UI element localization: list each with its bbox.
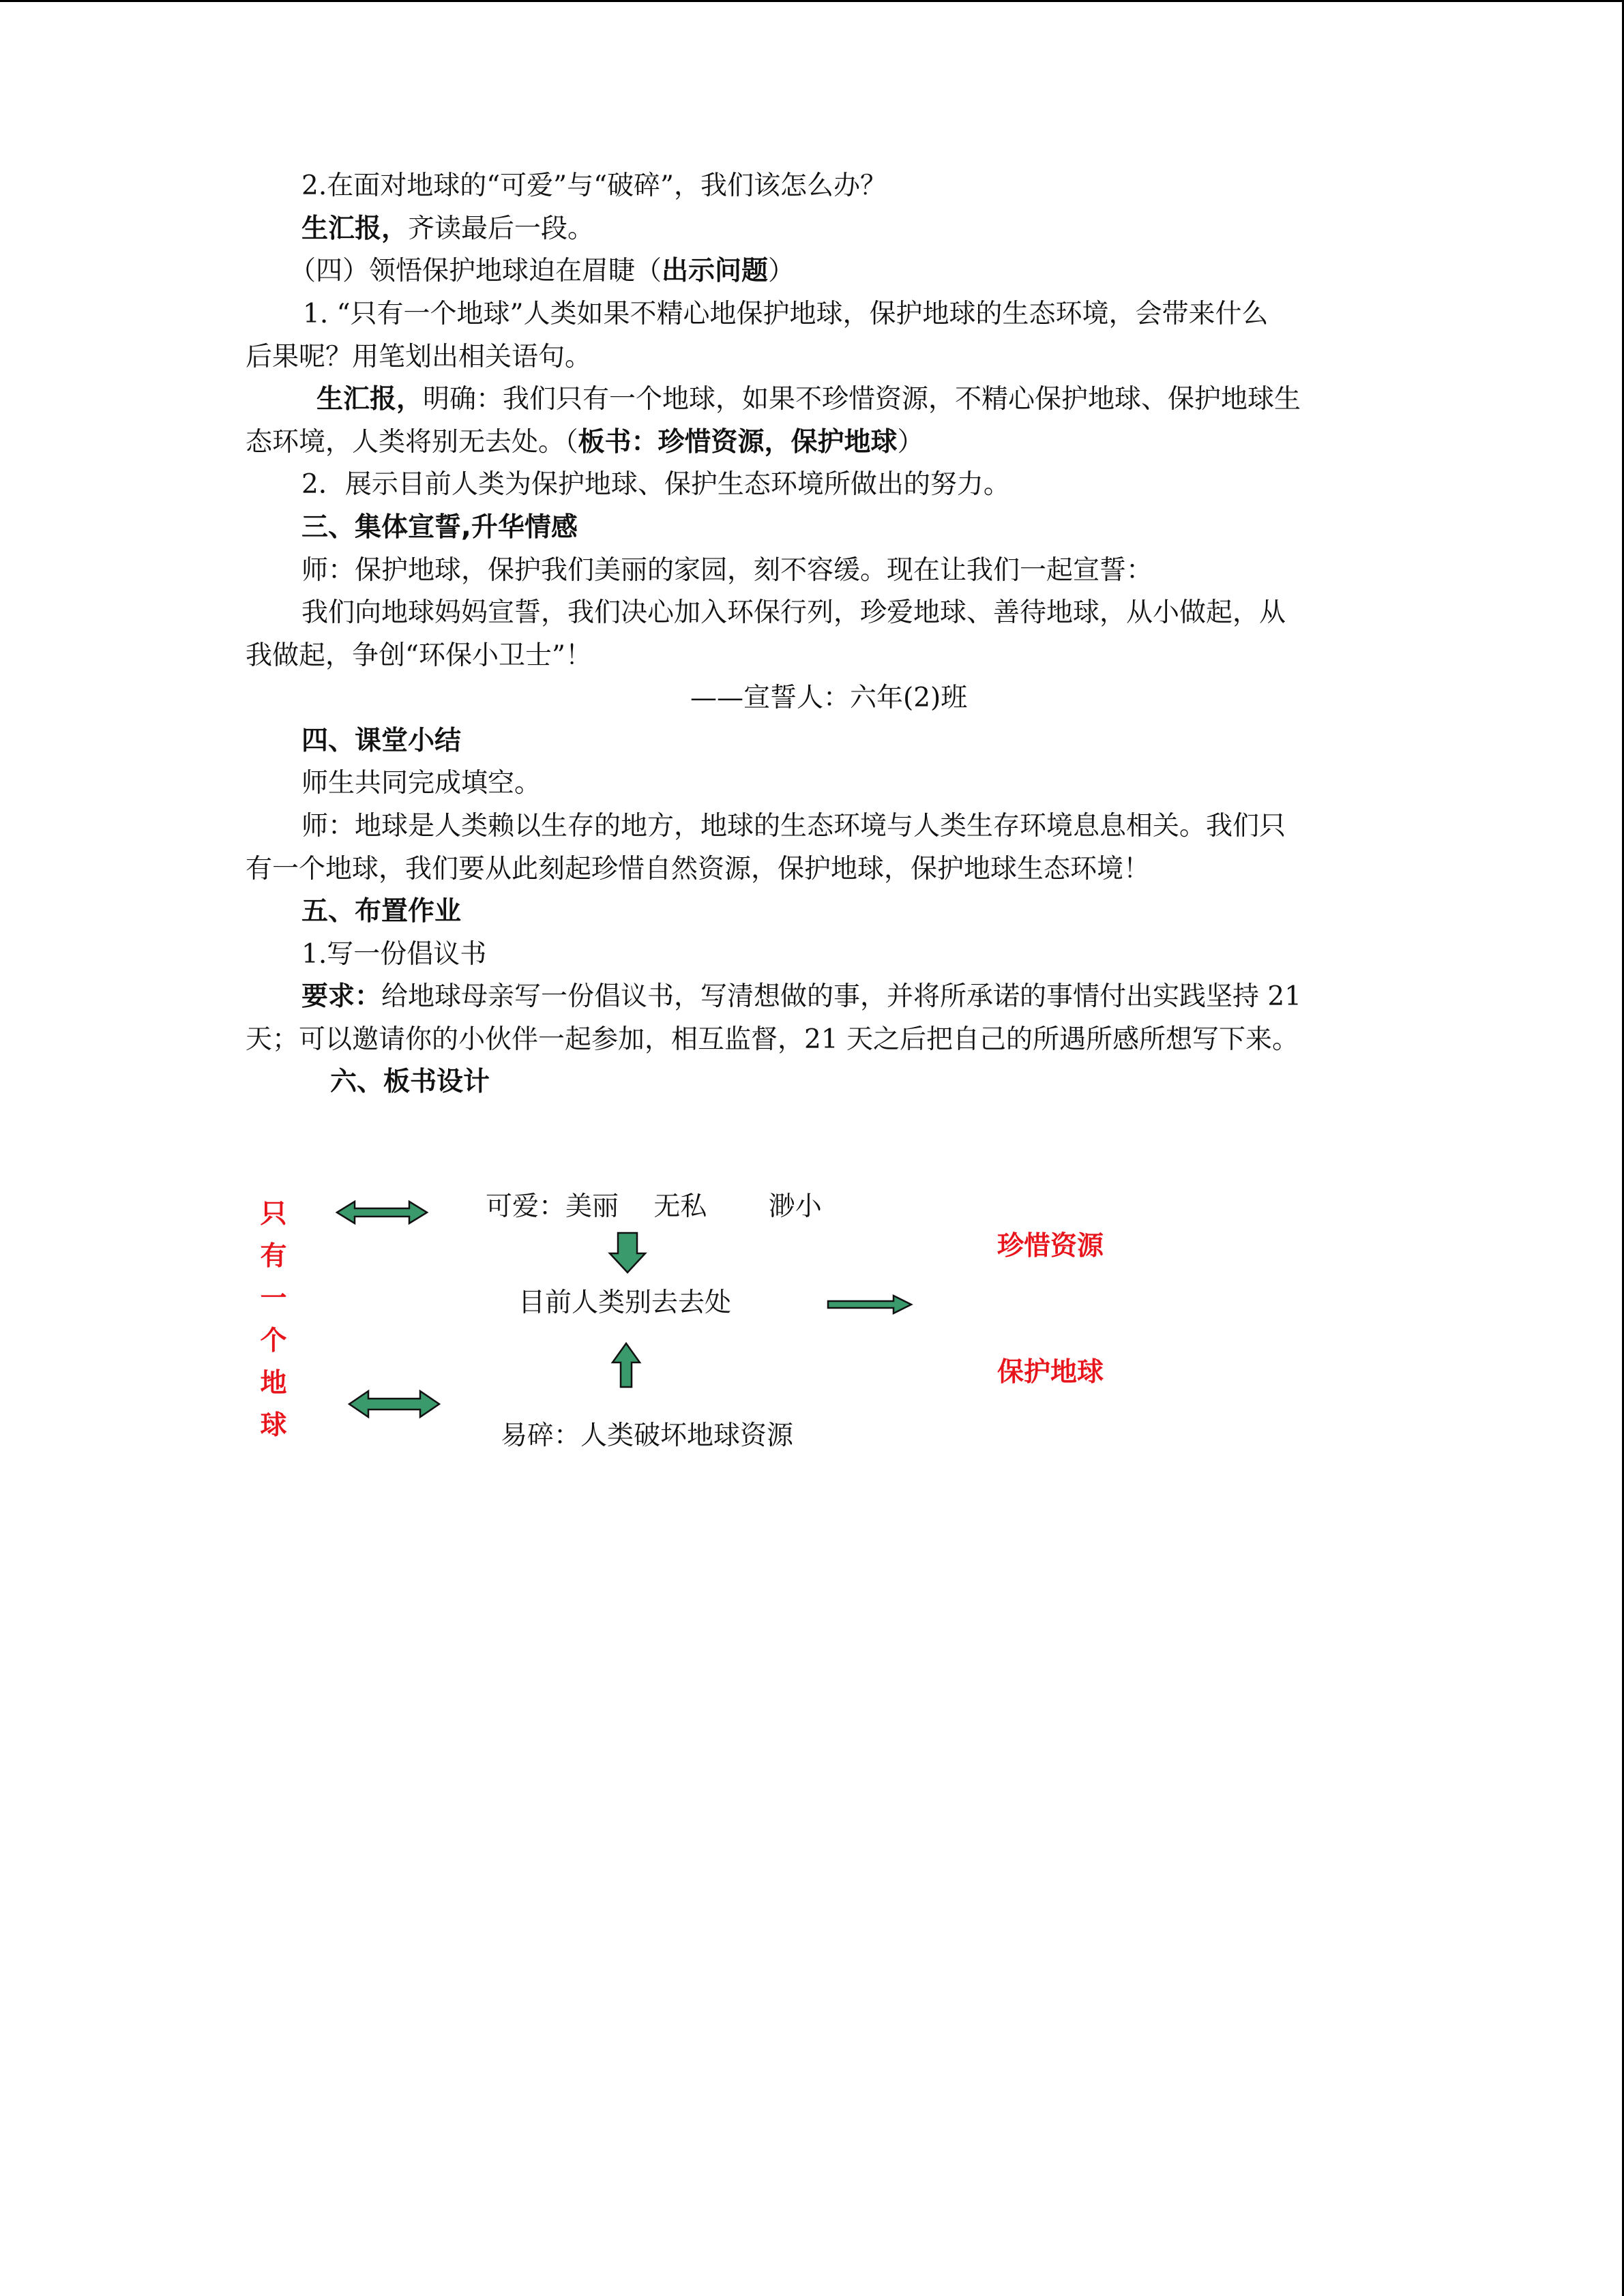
vertical-title: 只 有 一 个 地 球	[260, 1199, 287, 1441]
paragraph-line: 我们向地球妈妈宣誓，我们决心加入环保行列，珍爱地球、善待地球，从小做起，从	[301, 597, 1286, 628]
page-top-border	[0, 0, 1624, 2]
section-heading-4-summary: 四、课堂小结	[301, 726, 462, 756]
paragraph-line: 师：地球是人类赖以生存的地方，地球的生态环境与人类生存环境息息相关。我们只	[301, 811, 1286, 841]
paragraph-line: 2．展示目前人类为保护地球、保护生态环境所做出的努力。	[301, 469, 1010, 500]
section-heading-5: 五、布置作业	[301, 896, 462, 927]
board-label-protect-earth: 保护地球	[997, 1357, 1104, 1388]
board-label-cherish-resources: 珍惜资源	[997, 1231, 1104, 1262]
section-heading-3: 三、集体宣誓,升华情感	[301, 512, 578, 543]
up-arrow-icon	[611, 1342, 641, 1388]
double-arrow-icon	[337, 1199, 427, 1226]
paragraph-line: 态环境，人类将别无去处。（板书：珍惜资源，保护地球）	[246, 427, 924, 458]
double-arrow-icon	[349, 1388, 439, 1420]
paragraph-line: 有一个地球，我们要从此刻起珍惜自然资源，保护地球，保护地球生态环境！	[246, 854, 1151, 884]
paragraph-line: 我做起，争创“环保小卫士”！	[246, 640, 592, 671]
board-top-text: 可爱：美丽 无私 渺小	[486, 1191, 822, 1222]
section-heading-4: （四）领悟保护地球迫在眉睫（出示问题）	[289, 256, 795, 286]
oath-signature: ——宣誓人：六年(2)班	[690, 683, 968, 713]
paragraph-line: 2.在面对地球的“可爱”与“破碎”，我们该怎么办？	[301, 170, 887, 201]
paragraph-line: 要求：给地球母亲写一份倡议书，写清想做的事，并将所承诺的事情付出实践坚持 21	[301, 981, 1302, 1012]
down-arrow-icon	[608, 1233, 647, 1274]
right-arrow-icon	[828, 1294, 913, 1315]
paragraph-line: 后果呢？用笔划出相关语句。	[246, 342, 592, 372]
paragraph-line: 1.写一份倡议书	[301, 939, 487, 970]
paragraph-line: 1. “只有一个地球”人类如果不精心地保护地球，保护地球的生态环境，会带来什么	[303, 299, 1269, 329]
paragraph-line: 师：保护地球，保护我们美丽的家园，刻不容缓。现在让我们一起宣誓：	[301, 555, 1153, 586]
board-middle-text: 目前人类别去去处	[518, 1287, 732, 1318]
paragraph-line: 天；可以邀请你的小伙伴一起参加，相互监督，21 天之后把自己的所遇所感所想写下来。	[246, 1024, 1299, 1055]
paragraph-line: 生汇报，齐读最后一段。	[301, 213, 595, 244]
board-bottom-text: 易碎：人类破坏地球资源	[501, 1420, 794, 1451]
paragraph-line: 师生共同完成填空。	[301, 768, 542, 799]
section-heading-6: 六、板书设计	[330, 1067, 490, 1097]
paragraph-line: 生汇报，明确：我们只有一个地球，如果不珍惜资源，不精心保护地球、保护地球生	[316, 384, 1301, 415]
